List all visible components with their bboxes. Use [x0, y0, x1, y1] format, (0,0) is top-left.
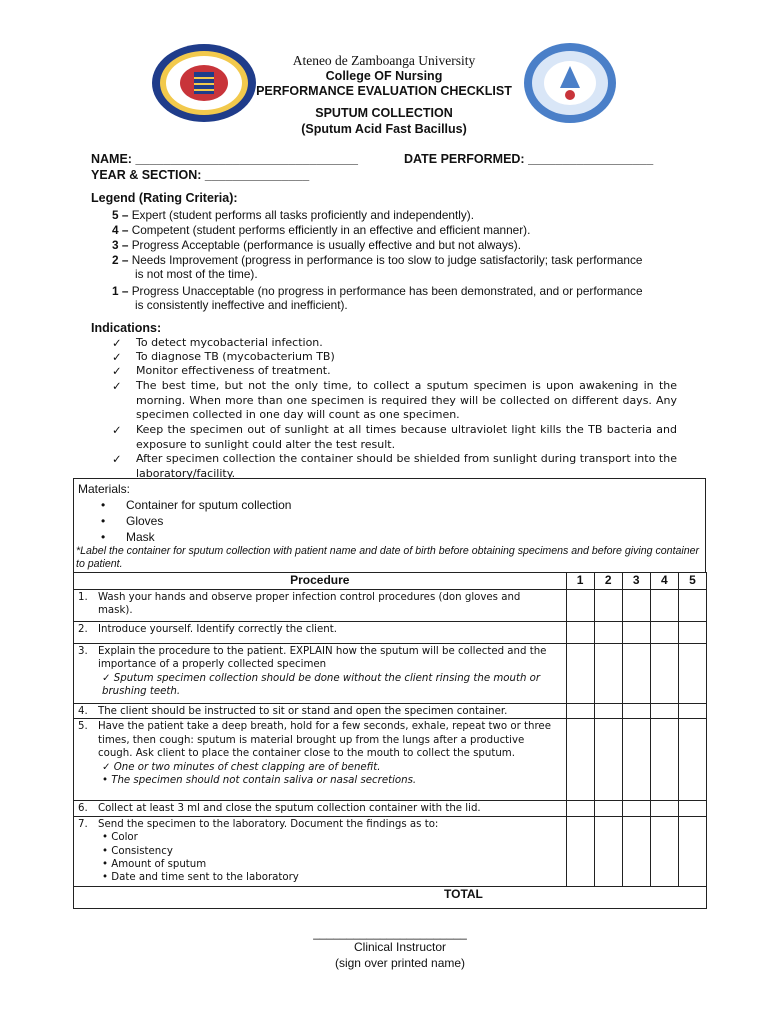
rating-cell[interactable] — [650, 590, 678, 622]
indication-item: The best time, but not the only time, to collect a sputum specimen is upon awakening in the morning. When more than one specimen is required they will be collected on different days. Any specimen collected in one day will count as one specimen. — [136, 379, 677, 421]
rating-cell[interactable] — [622, 719, 650, 801]
step-subnote: ✓ One or two minutes of chest clapping are of benefit. — [102, 761, 381, 773]
indication-item: To detect mycobacterial infection. — [136, 336, 323, 349]
finding-item: • Amount of sputum — [102, 859, 207, 871]
table-row: 1. Wash your hands and observe proper infection control procedures (don gloves and mask). — [74, 590, 707, 622]
finding-item: • Consistency — [102, 845, 173, 857]
step-text: Have the patient take a deep breath, hold for a few seconds, exhale, repeat two or three times, then cough: sputum is material brought up from the lungs after a productive cough. Ask client to place the container close to the mouth to collect the sputum. — [98, 721, 551, 760]
step-text: Introduce yourself. Identify correctly the client. — [98, 624, 337, 635]
legend-item: 2 – Needs Improvement (progress in performance is too slow to judge satisfactorily; task performance — [112, 253, 643, 267]
rating-cell[interactable] — [566, 622, 594, 644]
total-row — [74, 886, 707, 908]
legend-item: 5 – Expert (student performs all tasks proficiently and independently). — [112, 208, 474, 222]
check-icon: ✓ — [112, 338, 122, 350]
name-field[interactable]: NAME: ________________________________ — [91, 152, 358, 166]
rating-cell[interactable] — [678, 704, 706, 719]
rating-cell[interactable] — [650, 704, 678, 719]
date-performed-field[interactable]: DATE PERFORMED: __________________ — [404, 152, 654, 166]
table-row: 6. Collect at least 3 ml and close the sputum collection container with the lid. — [74, 801, 707, 816]
rating-header: 1 — [566, 573, 594, 590]
check-icon: ✓ — [112, 425, 122, 437]
check-icon: ✓ — [102, 761, 114, 773]
procedure-subtitle: (Sputum Acid Fast Bacillus) — [301, 122, 467, 136]
bullet-icon: • — [102, 859, 112, 871]
rating-cell[interactable] — [622, 590, 650, 622]
bullet-icon: • — [101, 514, 106, 528]
college-name: College OF Nursing — [325, 69, 443, 83]
rating-cell[interactable] — [678, 719, 706, 801]
legend-item: 1 – Progress Unacceptable (no progress in performance has been demonstrated, and or performance — [112, 284, 643, 298]
legend-item: 3 – Progress Acceptable (performance is usually effective and but not always). — [112, 238, 521, 252]
bullet-icon: • — [102, 845, 112, 857]
bullet-icon: • — [102, 832, 112, 844]
rating-cell[interactable] — [650, 719, 678, 801]
rating-cell[interactable] — [678, 801, 706, 816]
bullet-icon: • — [102, 872, 112, 884]
table-header-row — [74, 573, 707, 590]
material-item: • Gloves — [101, 514, 164, 528]
check-icon: ✓ — [112, 454, 122, 466]
label-note: *Label the container for sputum collection with patient name and date of birth before obtaining specimens and before giving container to patient. — [76, 545, 700, 570]
rating-cell[interactable] — [622, 644, 650, 704]
check-icon: ✓ — [112, 381, 122, 393]
total-label: TOTAL — [444, 886, 483, 901]
table-row: 4. The client should be instructed to sit or stand and open the specimen container. — [74, 704, 707, 719]
table-row: 5. Have the patient take a deep breath, hold for a few seconds, exhale, repeat two or three times, then cough: sputum is material brought up from the lungs after a productive cough. Ask client to place the container close to the mouth to collect the sputum. ✓ One or two minutes of chest clapping are of benefit. • The specimen should not contain saliva or nasal secretions. — [74, 719, 707, 801]
year-section-field[interactable]: YEAR & SECTION: _______________ — [91, 168, 310, 182]
university-name: Ateneo de Zamboanga University — [292, 53, 476, 68]
finding-item: • Color — [102, 832, 138, 844]
material-item: • Container for sputum collection — [101, 498, 292, 512]
rating-cell[interactable] — [566, 704, 594, 719]
clinical-instructor-label: Clinical Instructor — [353, 940, 447, 954]
step-subnote: ✓ Sputum specimen collection should be done without the client rinsing the mouth or brushing teeth. — [102, 672, 541, 698]
step-text: Send the specimen to the laboratory. Document the findings as to: — [98, 818, 439, 830]
legend-item-continuation: is not most of the time). — [135, 267, 258, 281]
rating-cell[interactable] — [594, 816, 622, 886]
rating-cell[interactable] — [650, 644, 678, 704]
procedure-table — [73, 572, 707, 909]
rating-cell[interactable] — [566, 590, 594, 622]
rating-cell[interactable] — [622, 622, 650, 644]
step-text: The client should be instructed to sit or stand and open the specimen container. — [98, 706, 508, 717]
legend-item-continuation: is consistently ineffective and inefficient). — [135, 298, 348, 312]
checklist-title: PERFORMANCE EVALUATION CHECKLIST — [256, 84, 512, 98]
legend-title: Legend (Rating Criteria): — [91, 191, 238, 205]
rating-cell[interactable] — [678, 644, 706, 704]
indications-title: Indications: — [91, 321, 162, 335]
rating-header: 4 — [650, 573, 678, 590]
signature-line: _______________________ — [313, 926, 467, 940]
rating-cell[interactable] — [594, 719, 622, 801]
step-subnote: • The specimen should not contain saliva or nasal secretions. — [102, 775, 417, 787]
indication-item: To diagnose TB (mycobacterium TB) — [136, 350, 335, 363]
indication-item: Keep the specimen out of sunlight at all times because ultraviolet light kills the TB bacteria and exposure to sunlight could alter the test result. — [136, 423, 677, 451]
rating-cell[interactable] — [594, 801, 622, 816]
rating-header: 3 — [622, 573, 650, 590]
step-text: Wash your hands and observe proper infection control procedures (don gloves and mask). — [98, 592, 521, 617]
bullet-icon: • — [102, 775, 112, 787]
rating-cell[interactable] — [622, 704, 650, 719]
material-item: • Mask — [101, 530, 155, 544]
step-text: Collect at least 3 ml and close the sputum collection container with the lid. — [98, 803, 481, 815]
check-icon: ✓ — [112, 352, 122, 364]
check-icon: ✓ — [112, 366, 122, 378]
table-row: 3. Explain the procedure to the patient. EXPLAIN how the sputum will be collected and the importance of a properly collected specimen ✓ Sputum specimen collection should be done without the client rinsing the mouth or brushing teeth. — [74, 644, 707, 704]
indication-item: Monitor effectiveness of treatment. — [136, 364, 331, 377]
procedure-header: Procedure — [74, 573, 567, 590]
bullet-icon: • — [101, 498, 106, 512]
rating-cell[interactable] — [594, 704, 622, 719]
rating-cell[interactable] — [678, 590, 706, 622]
rating-cell[interactable] — [678, 622, 706, 644]
legend-item: 4 – Competent (student performs efficiently in an effective and efficient manner). — [112, 223, 531, 237]
rating-header: 5 — [678, 573, 706, 590]
procedure-title: SPUTUM COLLECTION — [315, 106, 453, 120]
check-icon: ✓ — [102, 672, 114, 684]
rating-cell[interactable] — [622, 816, 650, 886]
rating-cell[interactable] — [678, 816, 706, 886]
rating-cell[interactable] — [594, 644, 622, 704]
table-row: 7. Send the specimen to the laboratory. Document the findings as to: • Color • Consistency • Amount of sputum • Date and time sent to the laboratory — [74, 816, 707, 886]
rating-cell[interactable] — [566, 816, 594, 886]
bullet-icon: • — [101, 530, 106, 544]
rating-cell[interactable] — [622, 801, 650, 816]
total-value[interactable] — [566, 886, 706, 908]
sign-instruction: (sign over printed name) — [334, 956, 466, 970]
rating-cell[interactable] — [566, 719, 594, 801]
materials-label: Materials: — [78, 482, 131, 496]
rating-cell[interactable] — [650, 801, 678, 816]
step-text: Explain the procedure to the patient. EXPLAIN how the sputum will be collected and the importance of a properly collected specimen — [98, 646, 547, 671]
rating-cell[interactable] — [594, 622, 622, 644]
rating-cell[interactable] — [566, 644, 594, 704]
indication-item: After specimen collection the container should be shielded from sunlight during transport into the laboratory/facility. — [136, 452, 677, 480]
rating-header: 2 — [594, 573, 622, 590]
rating-cell[interactable] — [594, 590, 622, 622]
rating-cell[interactable] — [650, 622, 678, 644]
rating-cell[interactable] — [650, 816, 678, 886]
finding-item: • Date and time sent to the laboratory — [102, 872, 299, 884]
rating-cell[interactable] — [566, 801, 594, 816]
table-row: 2. Introduce yourself. Identify correctly the client. — [74, 622, 707, 644]
